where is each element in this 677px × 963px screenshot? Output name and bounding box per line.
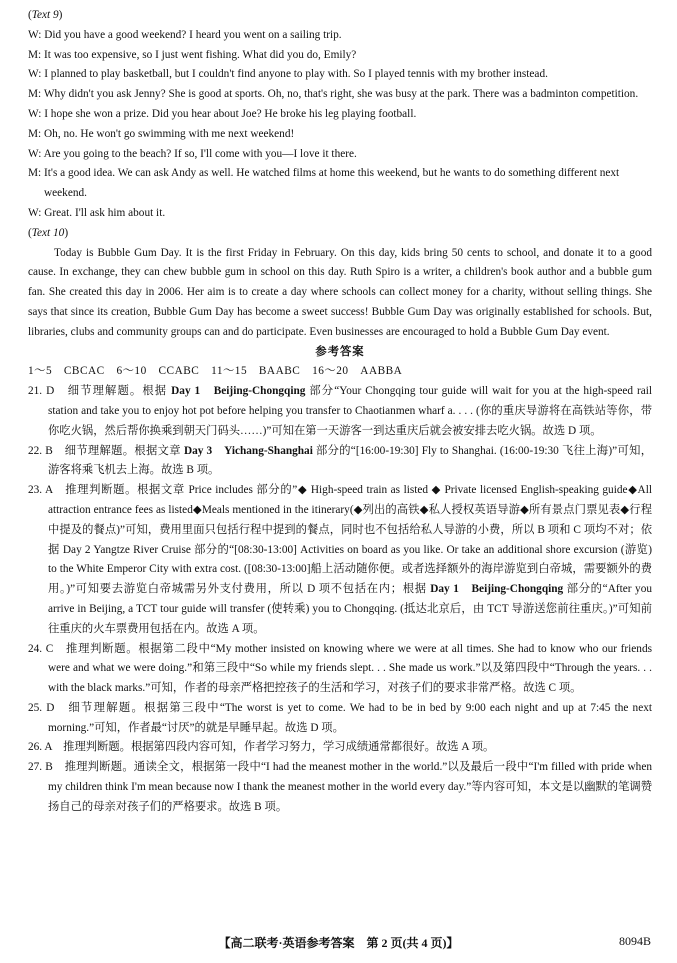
text10-label: (Text 10) <box>28 226 69 239</box>
speaker-label: M: <box>28 48 42 61</box>
dialogue-text: Did you have a good weekend? I heard you went on a sailing trip. <box>44 28 342 41</box>
answer-explanation <box>28 640 652 699</box>
explanation-text: 推理判断题。根据文章 Price includes 部分的”◆ High-speed train as listed ◆ Private licensed English-speaking guide◆All attraction entrance fees as listed◆Meals mentioned in the itinerary(◆列出的高铁◆私人授权英语导游◆所有景点门票见表◆行程中提及的餐点)”可知，费用里面只包括行程中提到的餐点，同时也不包括给私人导游的小费，所以 B 项和 C 项均不对；依据 Day 2 Yangtze River Cruise 部分的“[08:30-13:00] Activities on board as you like. Or take an additional shore excursion (游览) to the White Emperor City with extra cost. ([08:30-13:00]船上活动随你便。或者选择额外的海岸游览到白帝城，需要额外的费用。)”可知要去游览白帝城需另外支付费用，所以 D 项不包括在内；根据 <box>48 484 652 596</box>
speaker-label: W: <box>28 107 42 120</box>
speaker-label: M: <box>28 167 42 180</box>
question-number: 22. B <box>28 444 53 457</box>
question-number: 24. C <box>28 642 54 655</box>
dialogue-text: I hope she won a prize. Did you hear about Joe? He broke his leg playing football. <box>44 107 417 120</box>
dialogue-line <box>28 204 652 224</box>
speaker-label: W: <box>28 28 42 41</box>
answer-keys: 1～5 CBCAC 6～10 CCABC 11～15 BAABC 16～20 AABBA <box>28 365 403 378</box>
speaker-label: M: <box>28 127 42 140</box>
answer-explanation <box>28 481 652 639</box>
answer-explanation <box>28 382 652 441</box>
speaker-label: M: <box>28 88 42 101</box>
explanation-text: 细节理解题。根据文章 <box>52 444 184 457</box>
explanation-text: 细节理解题。根据第三段中“The worst is yet to come. We had to be in bed by 9:00 each night and up at 7:45 the next morning.”可知，作者最“讨厌”的就是早睡早起。故选 D 项。 <box>48 701 652 734</box>
explanation-text: 推理判断题。根据第二段中“My mother insisted on knowing where we were at all times. She had to know who our friends were and what we were doing.”和第三段中“So while my friends slept. . . She made us work.”以及第四段中“Through the years. . . with the black marks.”可知，作者的母亲严格把控孩子的生活和学习，对孩子们的要求非常严格。故选 C 项。 <box>48 642 652 695</box>
document-body <box>28 6 652 818</box>
dialogue-text: Are you going to the beach? If so, I'll come with you—I love it there. <box>43 147 357 160</box>
explanations-list <box>28 382 652 818</box>
footer-page-info: 【高二联考·英语参考答案 第 2 页(共 4 页)】 <box>218 936 459 950</box>
dialogue-text: Why didn't you ask Jenny? She is good at sports. Oh, no, that's right, she was busy at the park. There was a badminton competition. <box>43 88 639 101</box>
text10-paragraph: Today is Bubble Gum Day. It is the first Friday in February. On this day, kids bring 50 cents to school, and donate it to a good cause. In exchange, they can chew bubble gum in school on this day. Ruth Spiro is a writer, a children's book author and a bubble gum fan. She created this day in 2006. Her aim is to create a day where schools can collect money for a charity, without selling things. She says that since its creation, Bubble Gum Day has become a sweet success! Bubble Gum Day was originally established for schools. But, libraries, clubs and community groups can and do participate. Even businesses are encouraged to hold a Bubble Gum Day event. <box>28 246 652 338</box>
section-reference: Day 3 Yichang-Shanghai <box>183 444 313 457</box>
question-number: 26. A <box>28 741 52 754</box>
explanation-text: 推理判断题。根据第四段内容可知，作者学习努力，学习成绩通常都很好。故选 A 项。 <box>51 741 495 754</box>
answer-explanation <box>28 758 652 817</box>
answer-explanation <box>28 738 652 758</box>
dialogue-line <box>28 26 652 46</box>
dialogue-text: It's a good idea. We can ask Andy as well. He watched films at home this weekend, but he wants to do something different next weekend. <box>44 167 620 200</box>
explanation-text: 部分的“[16:00-19:30] Fly to Shanghai. (16:00-19:30 飞往上海)”可知，游客将乘飞机去上海。故选 B 项。 <box>48 444 652 477</box>
explanation-text: 部分“Your Chongqing tour guide will wait for you at the high-speed rail station and take you to enjoy hot pot before helping you transfer to Chaotianmen wharf a. . . . (你的重庆导游将在高铁站等你，带你吃火锅，然后帮你换乘到朝天门码头……)”可知在第一天游客一到达重庆后就会被安排去吃火锅。故选 D 项。 <box>48 385 652 437</box>
dialogue-text: Oh, no. He won't go swimming with me next weekend! <box>44 127 295 140</box>
explanation-text: 部分的“After you arrive in Beijing, a TCT tour guide will transfer (使转乘) you to Chongqing. (抵达北京后，由 TCT 导游送您前往重庆。)”可知前往重庆的火车票费用包括在内。故选 A 项。 <box>48 583 652 635</box>
dialogue-text: It was too expensive, so I just went fishing. What did you do, Emily? <box>44 48 357 61</box>
dialogue-line <box>28 145 652 165</box>
speaker-label: W: <box>28 206 42 219</box>
question-number: 25. D <box>28 701 55 714</box>
dialogue-line <box>28 85 652 105</box>
dialogue-text: Great. I'll ask him about it. <box>44 206 166 219</box>
dialogue-line <box>28 105 652 125</box>
answer-explanation <box>28 442 652 482</box>
answer-explanation <box>28 699 652 739</box>
explanation-text: 细节理解题。根据 <box>54 385 172 398</box>
question-number: 23. A <box>28 484 53 497</box>
dialogue-line <box>28 65 652 85</box>
dialogue-text: I planned to play basketball, but I couldn't find anyone to play with. So I played tennis with my brother instead. <box>44 68 548 81</box>
page-footer <box>0 934 677 954</box>
speaker-label: W: <box>28 147 42 160</box>
dialogue-line <box>28 164 652 204</box>
footer-code: 8094B <box>618 934 651 948</box>
explanation-text: 推理判断题。通读全文，根据第一段中“I had the meanest mother in the world.”以及最后一段中“I'm filled with pride when my children think I'm mean because now I thank the meanest mother in the world every day.”等内容可知，本文是以幽默的笔调赞扬自己的母亲对孩子们的严格要求。故选 B 项。 <box>48 761 652 813</box>
speaker-label: W: <box>28 68 42 81</box>
section-reference: Day 1 Beijing-Chongqing <box>430 583 564 596</box>
text9-dialogue <box>28 26 652 224</box>
question-number: 21. D <box>28 385 55 398</box>
dialogue-line <box>28 46 652 66</box>
dialogue-line <box>28 125 652 145</box>
question-number: 27. B <box>28 761 53 774</box>
answers-title: 参考答案 <box>315 345 365 358</box>
section-reference: Day 1 Beijing-Chongqing <box>171 385 306 398</box>
text9-label: (Text 9) <box>28 9 63 21</box>
